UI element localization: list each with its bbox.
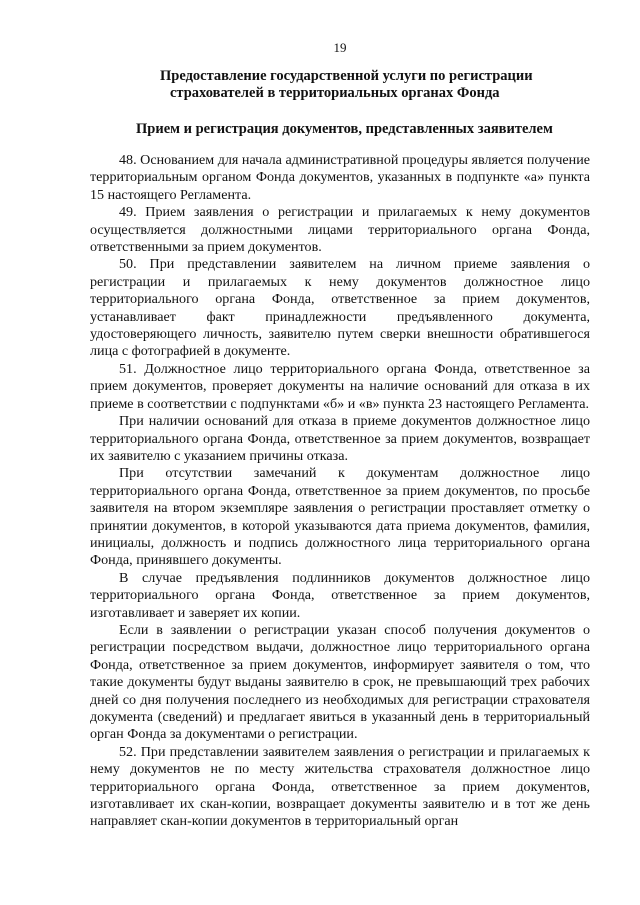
paragraph-51: 51. Должностное лицо территориального органа Фонда, ответственное за прием документов, проверяет документы на наличие оснований для отказа в их приеме в соответствии с подпунктами «б» и «в» пункта 23 настоящего Регламента. xyxy=(90,360,590,412)
section-title-line-2: страхователей в территориальных органах Фонда xyxy=(170,85,500,101)
paragraph-issuance: Если в заявлении о регистрации указан способ получения документов о регистрации посредством выдачи, должностное лицо территориального органа Фонда, ответственное за прием документов, информирует заявителя о том, что такие документы будут выданы заявителю в срок, не превышающий трех рабочих дней со дня получения последнего из необходимых для регистрации страхователя документа (сведений) и предлагает явиться в указанный день в территориальный орган Фонда за документами о регистрации. xyxy=(90,621,590,743)
paragraph-refusal: При наличии оснований для отказа в приеме документов должностное лицо территориального органа Фонда, ответственное за прием документов, возвращает их заявителю с указанием причины отказа. xyxy=(90,413,590,464)
paragraph-49: 49. Прием заявления о регистрации и прилагаемых к нему документов осуществляется должностными лицами территориального органа Фонда, ответственными за прием документов. xyxy=(90,204,590,256)
section-title-line-1: Предоставление государственной услуги по регистрации xyxy=(160,68,533,84)
page-number: 19 xyxy=(333,40,347,55)
document-body xyxy=(90,152,590,831)
section-title xyxy=(160,68,570,102)
paragraph-no-remarks: При отсутствии замечаний к документам должностное лицо территориального органа Фонда, ответственное за прием документов, по просьбе заявителя на втором экземпляре заявления о регистрации проставляет отметку о принятии документов, в которой указываются дата приема документов, фамилия, инициалы, должность и подпись должностного лица территориального органа Фонда, принявшего документы. xyxy=(90,465,590,569)
paragraph-52: 52. При представлении заявителем заявления о регистрации и прилагаемых к нему документов не по месту жительства страхователя должностное лицо территориального органа Фонда, ответственное за прием документов, изготавливает их скан-копии, возвращает документы заявителю и в тот же день направляет скан-копии документов в территориальный орган xyxy=(90,743,590,830)
subsection-title: Прием и регистрация документов, представленных заявителем xyxy=(136,121,553,137)
paragraph-originals: В случае предъявления подлинников документов должностное лицо территориального органа Фонда, ответственное за прием документов, изготавливает и заверяет их копии. xyxy=(90,569,590,621)
paragraph-48: 48. Основанием для начала административной процедуры является получение территориальным органом Фонда документов, указанных в подпункте «а» пункта 15 настоящего Регламента. xyxy=(90,152,590,203)
paragraph-50: 50. При представлении заявителем на личном приеме заявления о регистрации и прилагаемых к нему документов должностное лицо территориального органа Фонда, ответственное за прием документов, устанавливает факт принадлежности предъявленного документа, удостоверяющего личность, заявителю путем сверки внешности обратившегося лица с фотографией в документе. xyxy=(90,256,590,360)
